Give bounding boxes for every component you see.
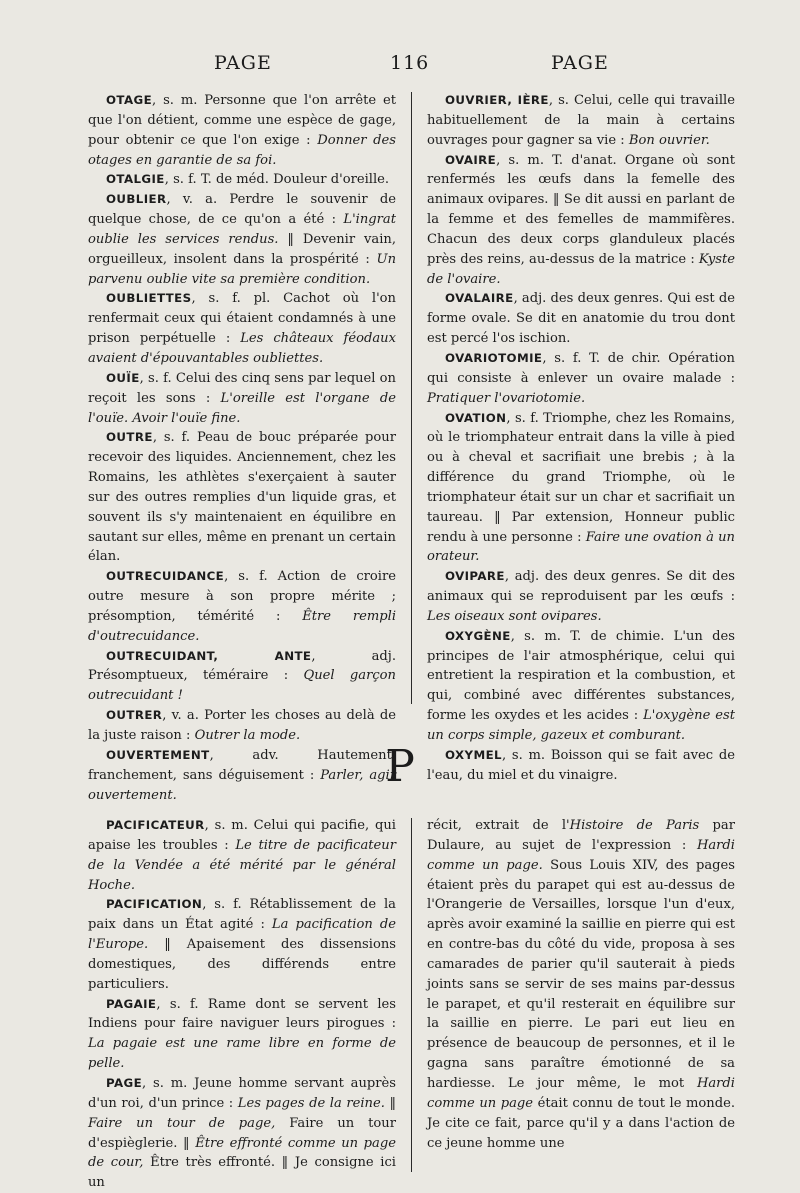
entry-headword: OUTRE: [106, 430, 153, 445]
entry-definition: , adj. des deux genres. Qui est de forme ovale. Se dit en anatomie du trou dont est percé l'os ischion.: [427, 291, 735, 347]
entry-definition: , s. f. T. de chir. Opération qui consiste à enlever un ovaire malade :: [427, 350, 735, 386]
entry-headword: PAGAIE: [106, 996, 157, 1011]
dictionary-entry: [427, 627, 735, 746]
dictionary-entry: [88, 190, 396, 289]
entry-example: L'ingrat oublie les services rendus.: [88, 212, 396, 247]
dictionary-entry: [427, 349, 735, 409]
entry-example: Outrer la mode.: [194, 728, 301, 743]
entry-headword: PAGE: [106, 1075, 143, 1090]
entry-example: Bon ouvrier.: [628, 132, 710, 148]
entry-headword: PACIFICATION: [106, 897, 203, 912]
dictionary-entry: [88, 1074, 396, 1193]
entry-example: Parler, agir ouvertement.: [88, 767, 396, 803]
entry-definition: , s. m. T. d'anat. Organe où sont renfermés les œufs dans la femelle des animaux ovipares. ‖ Se dit aussi en parlant de la femme et des femelles de mammifères. Chacun des deux corps glanduleux placés près des reins, au-dessus de la matrice :: [427, 152, 735, 267]
entry-definition: ‖ Apaisement des dissensions domestiques, des différends entre particuliers.: [88, 937, 396, 992]
column-bottom-left: [88, 816, 396, 1193]
column-top-right: [427, 91, 735, 786]
dictionary-entry: [427, 91, 735, 151]
entry-definition: ‖ Devenir vain, orgueilleux, insolent dans la prospérité :: [88, 231, 397, 267]
dictionary-entry: [88, 91, 396, 170]
dictionary-entry: [88, 895, 396, 994]
entry-headword: PACIFICATEUR: [106, 818, 205, 832]
dictionary-entry: [88, 647, 396, 707]
running-head: [0, 52, 800, 82]
dictionary-entry: [88, 289, 396, 368]
entry-example: L'oreille est l'organe de l'ouïe. Avoir l'ouïe fine.: [88, 390, 396, 426]
entry-definition: , adv. Hautement, franchement, sans déguisement :: [88, 747, 396, 783]
dictionary-entry: [88, 706, 396, 746]
entry-example: Le titre de pacificateur de la Vendée a été mérité par le général Hoche.: [88, 837, 396, 893]
entry-definition: , s. f. Celui des cinq sens par lequel on reçoit les sons :: [88, 370, 396, 406]
entry-example: Un parvenu oublie vite sa première condition.: [88, 251, 396, 287]
entry-definition: , s. f. Rétablissement de la paix dans un État agité :: [88, 897, 396, 933]
entry-headword: OUTRECUIDANT, ANTE: [106, 648, 312, 663]
column-rule-top: [411, 92, 412, 704]
dictionary-entry: [88, 428, 396, 567]
column-top-left: [88, 91, 396, 805]
entry-definition: , s. m. T. de chimie. L'un des principes de l'air atmosphérique, celui qui entretient la respiration et la combustion, et qui, combiné avec différentes substances, forme les oxydes et les acides :: [427, 628, 735, 724]
entry-headword: OVARIOTOMIE: [445, 350, 543, 365]
dictionary-entry: [427, 567, 735, 627]
entry-definition: par Dulaure, au sujet de l'expression :: [427, 818, 735, 853]
dictionary-entry: [427, 151, 735, 290]
entry-definition: , s. m. Personne que l'on arrête et que l'on détient, comme une espèce de gage, pour obtenir ce que l'on exige :: [88, 93, 396, 148]
entry-headword: OUVERTEMENT: [106, 747, 210, 762]
entry-definition: , s. m. Jeune homme servant auprès d'un roi, d'un prince :: [88, 1075, 396, 1111]
entry-headword: OUBLIER: [106, 192, 167, 207]
entry-definition: Sous Louis XIV, des pages étaient près du parapet qui est au-dessus de l'Orangerie de Versailles, lorsque l'un d'eux, après avoir examiné la saillie en pierre qui est en contre-bas du côté du vide, proposa à ses camarades de parier qu'il sauterait à pieds joints sans se servir de ses mains par-dessus le parapet, et qu'il resterait en équilibre sur la saillie en pierre. Le pari eut lieu en présence de beaucoup de personnes, et il le gagna sans paraître émotionné de sa hardiesse. Le jour même, le mot: [427, 857, 735, 1091]
entry-headword: OVIPARE: [445, 569, 505, 584]
dictionary-entry: [427, 816, 735, 1153]
entry-definition: était connu de tout le monde. Je cite ce fait, parce qu'il y a dans l'action de ce jeune homme une: [427, 1095, 735, 1151]
dictionary-entry: [88, 369, 396, 429]
entry-definition: , adj. des deux genres. Se dit des animaux qui se reproduisent par les œufs :: [427, 569, 735, 605]
dictionary-entry: [427, 289, 735, 349]
entry-definition: , adj. Présomptueux, téméraire :: [88, 648, 396, 684]
entry-definition: , s. Celui, celle qui travaille habituellement de la main à certains ouvrages pour gagner sa vie :: [427, 93, 735, 148]
dictionary-entry: [88, 170, 396, 190]
entry-example: La pagaie est une rame libre en forme de pelle.: [88, 1036, 396, 1072]
entry-headword: OUTRECUIDANCE: [106, 569, 225, 584]
entry-definition: , s. m. Celui qui pacifie, qui apaise les troubles :: [88, 818, 396, 853]
entry-headword: OTALGIE: [106, 172, 165, 187]
entry-definition: récit, extrait de l': [427, 818, 570, 833]
entry-example: L'oxygène est un corps simple, gazeux et comburant.: [427, 708, 735, 743]
entry-example: Hardi comme un page.: [427, 837, 735, 873]
entry-definition: , v. a. Porter les choses au delà de la juste raison :: [88, 708, 396, 743]
running-head-right: PAGE: [551, 52, 609, 74]
entry-example: Pratiquer l'ovariotomie.: [427, 390, 586, 406]
column-bottom-right: [427, 816, 735, 1153]
entry-headword: OVATION: [445, 410, 507, 425]
entry-example: Donner des otages en garantie de sa foi.: [88, 132, 396, 168]
entry-definition: , s. f. Peau de bouc préparée pour recevoir des liquides. Anciennement, chez les Romains, les athlètes s'exerçaient à sauter sur des outres remplies d'un liquide gras, et souvent ils s'y maintenaient en équilibre en sautant sur elles, même en prenant un certain élan.: [88, 430, 396, 565]
entry-headword: OXYGÈNE: [445, 628, 511, 643]
column-rule-bottom: [411, 818, 412, 1172]
entry-definition: , s. f. T. de méd. Douleur d'oreille.: [164, 172, 390, 188]
entry-headword: OXYMEL: [445, 747, 502, 762]
entry-headword: OUVRIER, IÈRE: [445, 93, 549, 107]
entry-headword: OVAIRE: [445, 152, 497, 167]
entry-definition: , s. f. Action de croire outre mesure à son propre mérite ; présomption, témérité :: [88, 569, 396, 624]
entry-example: La pacification de l'Europe.: [88, 917, 396, 953]
entry-example: Kyste de l'ovaire.: [427, 251, 735, 287]
entry-headword: OVALAIRE: [445, 291, 514, 306]
section-letter: P: [385, 741, 415, 792]
entry-example: Être rempli d'outrecuidance.: [88, 608, 397, 644]
entry-definition: , s. m. Boisson qui se fait avec de l'eau, du miel et du vinaigre.: [427, 747, 735, 783]
entry-example: Quel garçon outrecuidant !: [88, 668, 396, 704]
entry-example: Les pages de la reine.: [237, 1095, 385, 1111]
entry-example: Faire un tour de page,: [88, 1115, 276, 1131]
entry-example: Être effronté comme un page de cour,: [88, 1135, 396, 1171]
entry-definition: ‖: [384, 1095, 396, 1111]
page-number: 116: [390, 52, 430, 74]
entry-headword: OTAGE: [106, 93, 153, 107]
entry-definition: Faire un tour d'espièglerie. ‖: [88, 1115, 396, 1151]
entry-headword: OUTRER: [106, 708, 163, 723]
entry-example: Les châteaux féodaux avaient d'épouvantables oubliettes.: [88, 331, 396, 366]
entry-example: Les oiseaux sont ovipares.: [427, 608, 602, 624]
dictionary-entry: [88, 816, 396, 895]
entry-headword: OUÏE: [106, 370, 140, 385]
entry-example: Histoire de Paris: [569, 818, 700, 833]
entry-definition: , s. f. pl. Cachot où l'on renfermait ceux qui étaient condamnés à une prison perpétuelle :: [88, 291, 396, 347]
dictionary-entry: [88, 567, 396, 646]
entry-example: Hardi comme un page: [427, 1075, 735, 1111]
entry-definition: , v. a. Perdre le souvenir de quelque chose, de ce qu'on a été :: [88, 192, 396, 228]
entry-headword: OUBLIETTES: [106, 291, 192, 306]
dictionary-entry: [88, 995, 396, 1074]
running-head-left: PAGE: [214, 52, 272, 74]
dictionary-entry: [427, 409, 735, 568]
entry-definition: Être très effronté. ‖ Je consigne ici un: [88, 1155, 396, 1191]
entry-definition: , s. f. Rame dont se servent les Indiens pour faire naviguer leurs pirogues :: [88, 996, 396, 1032]
entry-example: Faire une ovation à un orateur.: [427, 529, 735, 565]
entry-definition: , s. f. Triomphe, chez les Romains, où le triomphateur entrait dans la ville à pied ou à cheval et sacrifiait une brebis ; à la différence du grand Triomphe, où le triomphateur était sur un char et sacrifiait un taureau. ‖ Par extension, Honneur public rendu à une personne :: [427, 410, 735, 545]
